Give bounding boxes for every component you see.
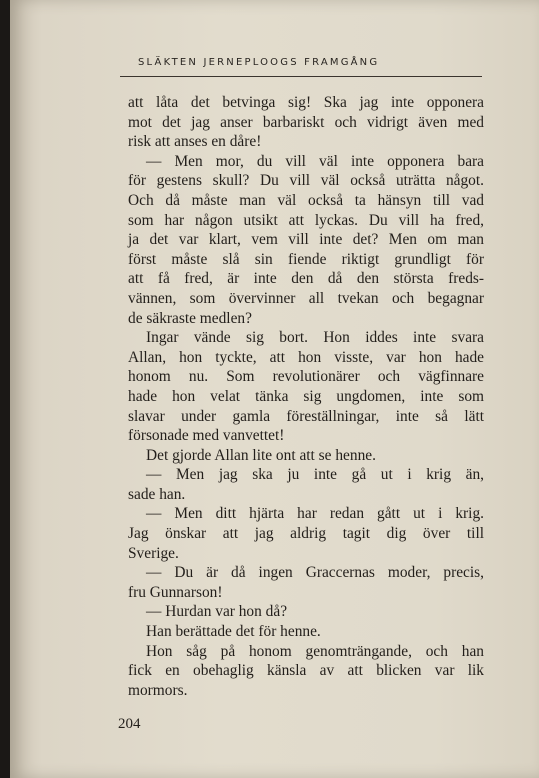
book-page <box>10 0 539 778</box>
text-line: — Men mor, du vill väl inte opponera bara <box>146 152 484 170</box>
text-line: de säkraste medlen? <box>128 309 252 327</box>
text-line: som har någon utsikt att lyckas. Du vill ha fred, <box>128 211 484 229</box>
text-line: — Men jag ska ju inte gå ut i krig än, <box>146 466 484 484</box>
text-line: Och då måste man väl också ta hänsyn till vad <box>128 191 484 209</box>
text-line: — Hurdan var hon då? <box>146 603 288 621</box>
text-line: Det gjorde Allan lite ont att se henne. <box>146 446 376 464</box>
text-line: Sverige. <box>128 544 179 562</box>
text-line: ja det var klart, vem vill inte det? Men om man <box>128 231 484 249</box>
text-line: för gestens skull? Du vill väl också uträtta något. <box>128 172 484 190</box>
page-number: 204 <box>118 716 141 732</box>
text-line: honom nu. Som revolutionärer och vägfinnare <box>128 368 484 386</box>
running-header: SLÄKTEN JERNEPLOOGS FRAMGÅNG <box>138 57 380 68</box>
text-line: Hon såg på honom genomträngande, och han <box>146 642 484 660</box>
text-line: fru Gunnarson! <box>128 583 223 601</box>
text-line: risk att anses en dåre! <box>128 133 262 151</box>
text-line: att låta det betvinga sig! Ska jag inte opponera <box>128 94 484 111</box>
text-line: att få fred, är inte den då den största freds- <box>128 270 484 288</box>
text-line: Allan, hon tyckte, att hon visste, var hon hade <box>128 348 484 366</box>
text-line: mot det jag anser barbariskt och vidrigt även med <box>128 113 484 131</box>
text-line: Han berättade det för henne. <box>146 623 321 641</box>
text-line: Ingar vände sig bort. Hon iddes inte svara <box>146 329 484 347</box>
body-text <box>128 93 484 700</box>
text-line: mormors. <box>128 681 188 699</box>
text-line: sade han. <box>128 485 186 503</box>
text-line: — Du är då ingen Graccernas moder, precis, <box>146 564 484 582</box>
header-rule <box>120 76 482 77</box>
text-line: slavar under gamla föreställningar, inte så lätt <box>128 407 484 425</box>
text-line: vännen, som övervinner all tvekan och begagnar <box>128 289 484 307</box>
text-line: först måste slå sin fiende riktigt grundligt för <box>128 250 484 268</box>
text-line: försonade med vanvettet! <box>128 427 285 445</box>
text-line: fick en obehaglig känsla av att blicken var lik <box>128 662 484 680</box>
text-line: Jag önskar att jag aldrig tagit dig över till <box>128 525 484 543</box>
text-line: — Men ditt hjärta har redan gått ut i krig. <box>146 505 484 523</box>
text-line: hade hon velat tänka sig ungdomen, inte som <box>128 387 484 405</box>
